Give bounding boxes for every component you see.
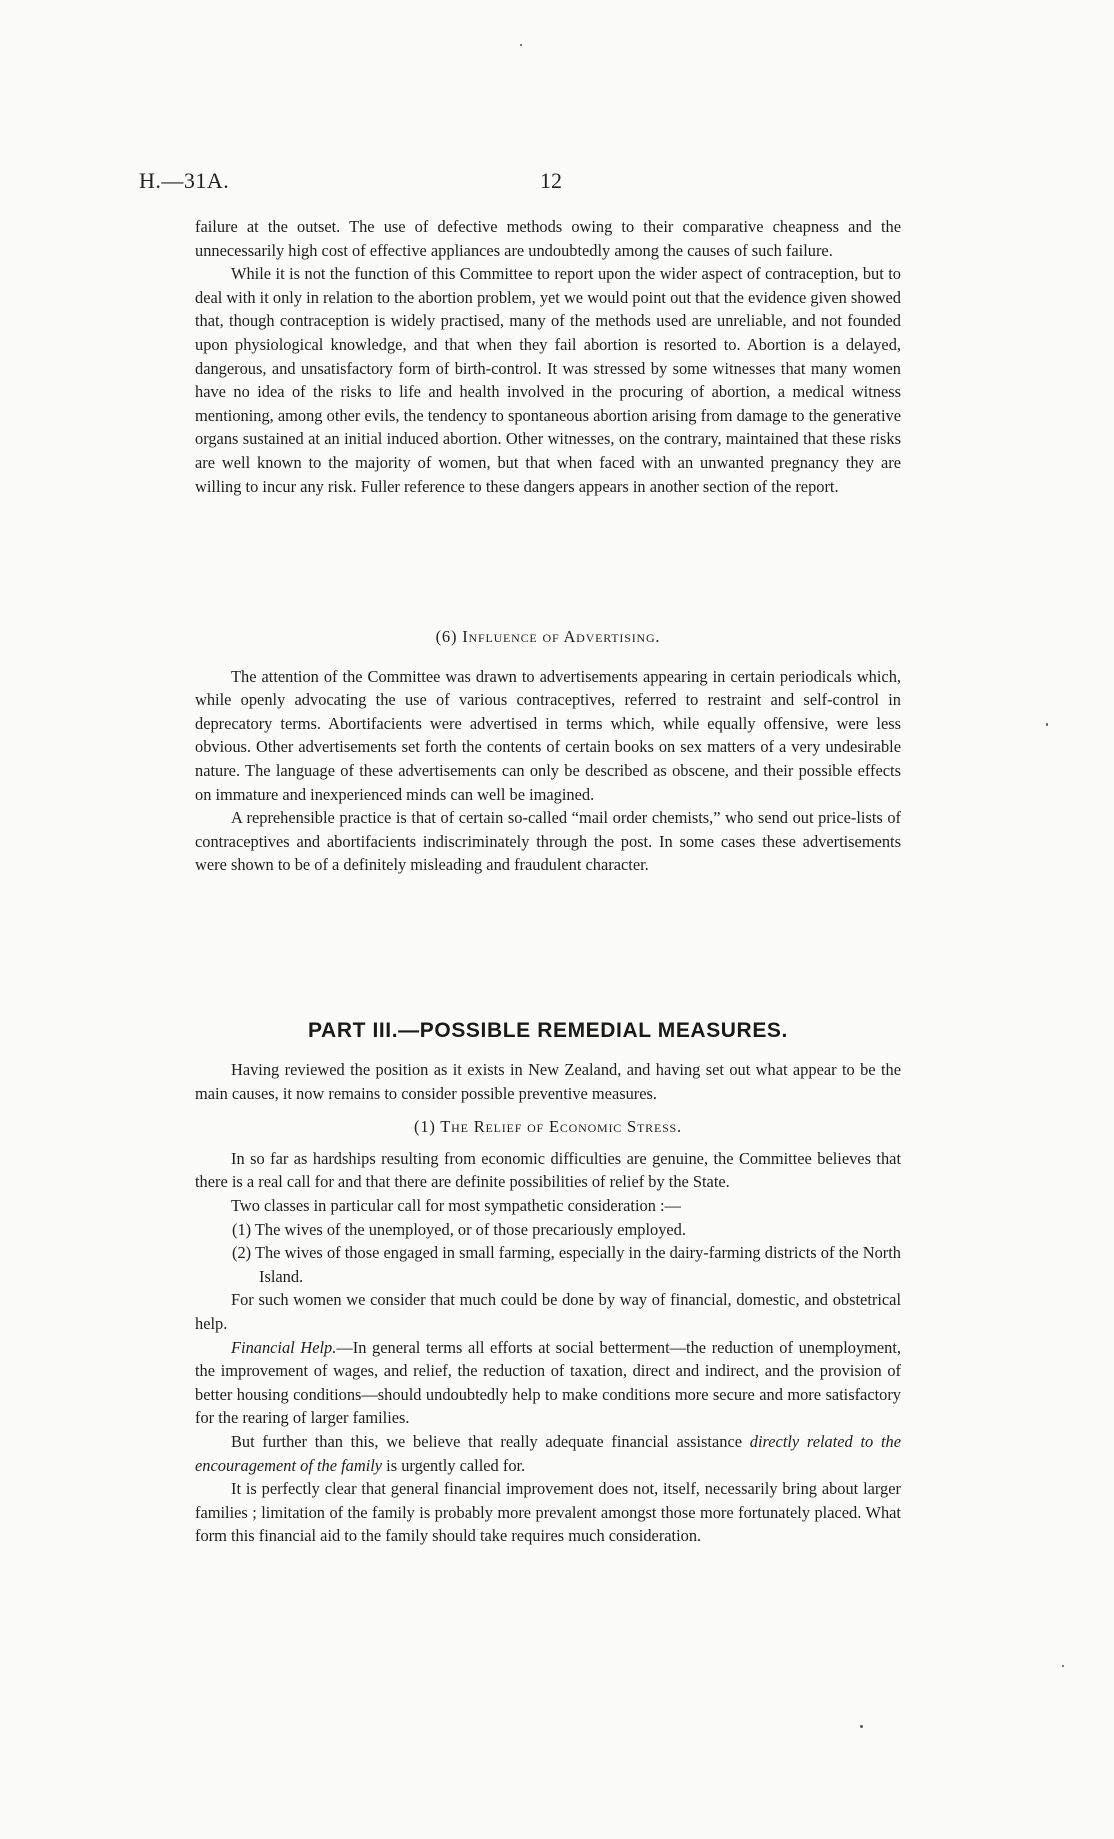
section-advertising — [195, 625, 901, 877]
run-in-heading: Financial Help. — [231, 1337, 337, 1357]
paragraph: It is perfectly clear that general financial improvement does not, itself, necessarily bring about larger families ; limitation of the family is probably more prevalent amongst those more fortunately placed. What form this financial aid to the family should take requires much consideration. — [195, 1479, 901, 1546]
part-three-body — [195, 1058, 901, 1548]
paragraph: The attention of the Committee was drawn to advertisements appearing in certain periodicals which, while openly advocating the use of various contraceptives, referred to restraint and self-control in deprecatory terms. Abortifacients were advertised in terms which, while equally offensive, were less obvious. Other advertisements set forth the contents of certain books on sex matters of a very undesirable nature. The language of these advertisements can only be described as obscene, and their possible effects on immature and inexperienced minds can well be imagined. — [195, 666, 901, 804]
scan-speck — [1062, 1665, 1064, 1667]
paragraph: While it is not the function of this Committee to report upon the wider aspect of contraception, but to deal with it only in relation to the abortion problem, yet we would point out that the evidence given showed that, though contraception is widely practised, many of the methods used are unreliable, and not founded upon physiological knowledge, and that when they fail abortion is resorted to. Abortion is a delayed, dangerous, and unsatisfactory form of birth-control. It was stressed by some witnesses that many women have no idea of the risks to life and health involved in the procuring of abortion, a medical witness mentioning, among other evils, the tendency to spontaneous abortion arising from damage to the generative organs sustained at an initial induced abortion. Other witnesses, on the contrary, maintained that these risks are well known to the majority of women, but that when faced with an unwanted pregnancy they are willing to incur any risk. Fuller reference to these dangers appears in another section of the report. — [195, 264, 901, 496]
paragraph: A reprehensible practice is that of certain so-called “mail order chemists,” who send out price-lists of contraceptives and abortifacients indiscriminately through the post. In some cases these advertisements were shown to be of a definitely misleading and fraudulent character. — [195, 808, 901, 875]
paragraph — [195, 1430, 901, 1477]
paragraph: In so far as hardships resulting from economic difficulties are genuine, the Committee believes that there is a real call for and that there are definite possibilities of relief by the State. — [195, 1148, 901, 1192]
section-heading: (6) Influence of Advertising. — [435, 627, 661, 646]
paragraph: Having reviewed the position as it exists in New Zealand, and having set out what appear to be the main causes, it now remains to consider possible preventive measures. — [195, 1060, 901, 1103]
section-heading: (1) The Relief of Economic Stress. — [414, 1117, 682, 1137]
scan-speck — [860, 1725, 863, 1728]
list-item: (2) The wives of those engaged in small farming, especially in the dairy-farming districts of the North Island. — [232, 1243, 901, 1286]
paragraph-text: But further than this, we believe that really adequate financial assistance — [231, 1431, 743, 1451]
paragraph: Two classes in particular call for most sympathetic consideration :— — [231, 1195, 681, 1215]
scan-speck — [520, 44, 522, 46]
scan-speck — [1046, 723, 1048, 726]
page-number: 12 — [540, 168, 562, 193]
list-item: (1) The wives of the unemployed, or of those precariously employed. — [232, 1219, 686, 1239]
paragraph: failure at the outset. The use of defective methods owing to their comparative cheapness and the unnecessarily high cost of effective appliances are undoubtedly among the causes of such failure. — [195, 217, 901, 260]
paragraph-text: —In general terms all efforts at social betterment—the reduction of unemployment, the improvement of wages, and relief, the reduction of taxation, direct and indirect, and the provision of better housing conditions—should undoubtedly help to make conditions more secure and more satisfactory for the rearing of larger families. — [195, 1337, 902, 1428]
emphasis: directly related to the encouragement of the family — [195, 1431, 901, 1475]
paragraph-text: is urgently called for. — [382, 1455, 526, 1475]
document-reference: H.—31A. — [139, 168, 230, 193]
paragraph-financial-help — [195, 1336, 901, 1430]
paragraph: For such women we consider that much could be done by way of financial, domestic, and obstetrical help. — [195, 1290, 901, 1333]
part-title: PART III.—POSSIBLE REMEDIAL MEASURES. — [308, 1019, 788, 1042]
continued-section — [195, 215, 901, 498]
